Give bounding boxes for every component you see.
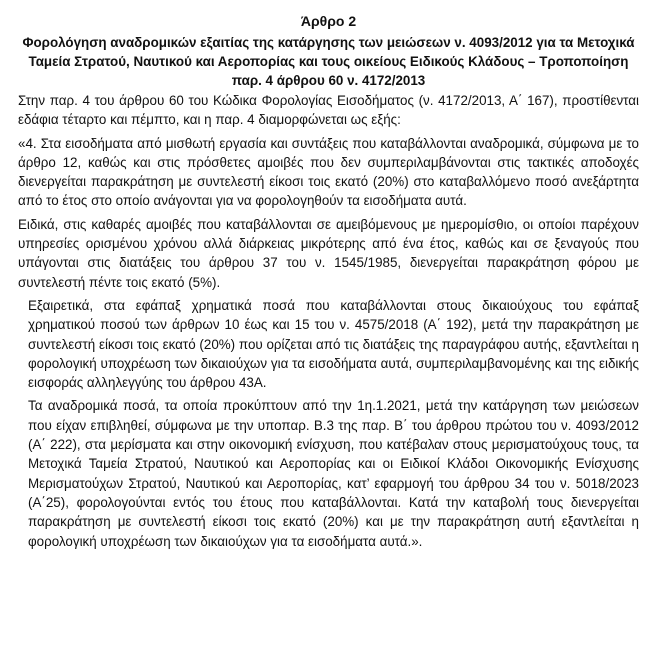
paragraph-lump-sum: Εξαιρετικά, στα εφάπαξ χρηματικά ποσά που καταβάλλονται στους δικαιούχους του εφάπαξ χρηματικού ποσού των άρθρων 10 έως και 15 του ν. 4575/2018 (Α΄ 192), μετά την παρακράτηση με συντελεστή είκοσι τοις εκατό (20%) που ορίζεται από τις διατάξεις της παραγράφου αυτής, εξαντλείται η φορολογική υποχρέωση των δικαιούχων για τα εισοδήματα αυτά, συμπεριλαμβανομένης και της ειδικής εισφοράς αλληλεγγύης του άρθρου 43Α. [28, 297, 639, 391]
intro-paragraph: Στην παρ. 4 του άρθρου 60 του Κώδικα Φορολογίας Εισοδήματος (ν. 4172/2013, Α΄ 167), προστίθενται εδάφια τέταρτο και πέμπτο, και η παρ. 4 διαμορφώνεται ως εξής: [18, 93, 639, 128]
paragraph-retroactive-amounts: Τα αναδρομικά ποσά, τα οποία προκύπτουν από την 1η.1.2021, μετά την κατάργηση των μειώσεων που είχαν επιβληθεί, σύμφωνα με την υποπαρ. Β.3 της παρ. Β΄ του άρθρου πρώτου του ν. 4093/2012 (Α΄ 222), στα μερίσματα και στην οικονομική ενίσχυση, που κατέβαλαν στους μερισματούχους τους, τα Μετοχικά Ταμεία Στρατού, Ναυτικού και Αεροπορίας και οι Ειδικοί Κλάδοι Οικονομικής Ενίσχυσης Μερισματούχων Στρατού, Ναυτικού και Αεροπορίας, κατ’ εφαρμογή του άρθρου 34 του ν. 5018/2023 (Α΄25), φορολογούνται εντός του έτους που καταβάλλονται. Κατά την καταβολή τους διενεργείται παρακράτηση με συντελεστή είκοσι τοις εκατό (20%) και με την παρακράτηση αυτή εξαντλείται η φορολογική υποχρέωση των δικαιούχων για τα εισοδήματα αυτά.». [28, 398, 639, 549]
paragraph-special-daily-wage: Ειδικά, στις καθαρές αμοιβές που καταβάλλονται σε αμειβόμενους με ημερομίσθιο, οι οποίοι παρέχουν υπηρεσίες ορισμένου χρόνου αλλά διάρκειας μικρότερης από ένα έτος, καθώς και σε ξεναγούς που υπάγονται στις διατάξεις του άρθρου 37 του ν. 1545/1985, διενεργείται παρακράτηση φόρου με συντελεστή πέντε τοις εκατό (5%). [18, 216, 639, 290]
article-heading: Φορολόγηση αναδρομικών εξαιτίας της κατάργησης των μειώσεων ν. 4093/2012 για τα Μετοχικά Ταμεία Στρατού, Ναυτικού και Αεροπορίας και τους οικείους Ειδικούς Κλάδους – Τροποποίηση παρ. 4 άρθρου 60 ν. 4172/2013 [22, 35, 635, 88]
quoted-paragraph-4: «4. Στα εισοδήματα από μισθωτή εργασία και συντάξεις που καταβάλλονται αναδρομικά, σύμφωνα με το άρθρο 12, καθώς και στις πρόσθετες αμοιβές που δεν συμπεριλαμβάνονται στις τακτικές αποδοχές διενεργείται παρακράτηση με συντελεστή είκοσι τοις εκατό (20%) στο καταβαλλόμενο ποσό ανεξάρτητα από το έτος στο οποίο ανάγονται για να φορολογηθούν τα εισοδήματα αυτά. [18, 135, 639, 209]
article-title: Άρθρο 2 [300, 13, 357, 29]
